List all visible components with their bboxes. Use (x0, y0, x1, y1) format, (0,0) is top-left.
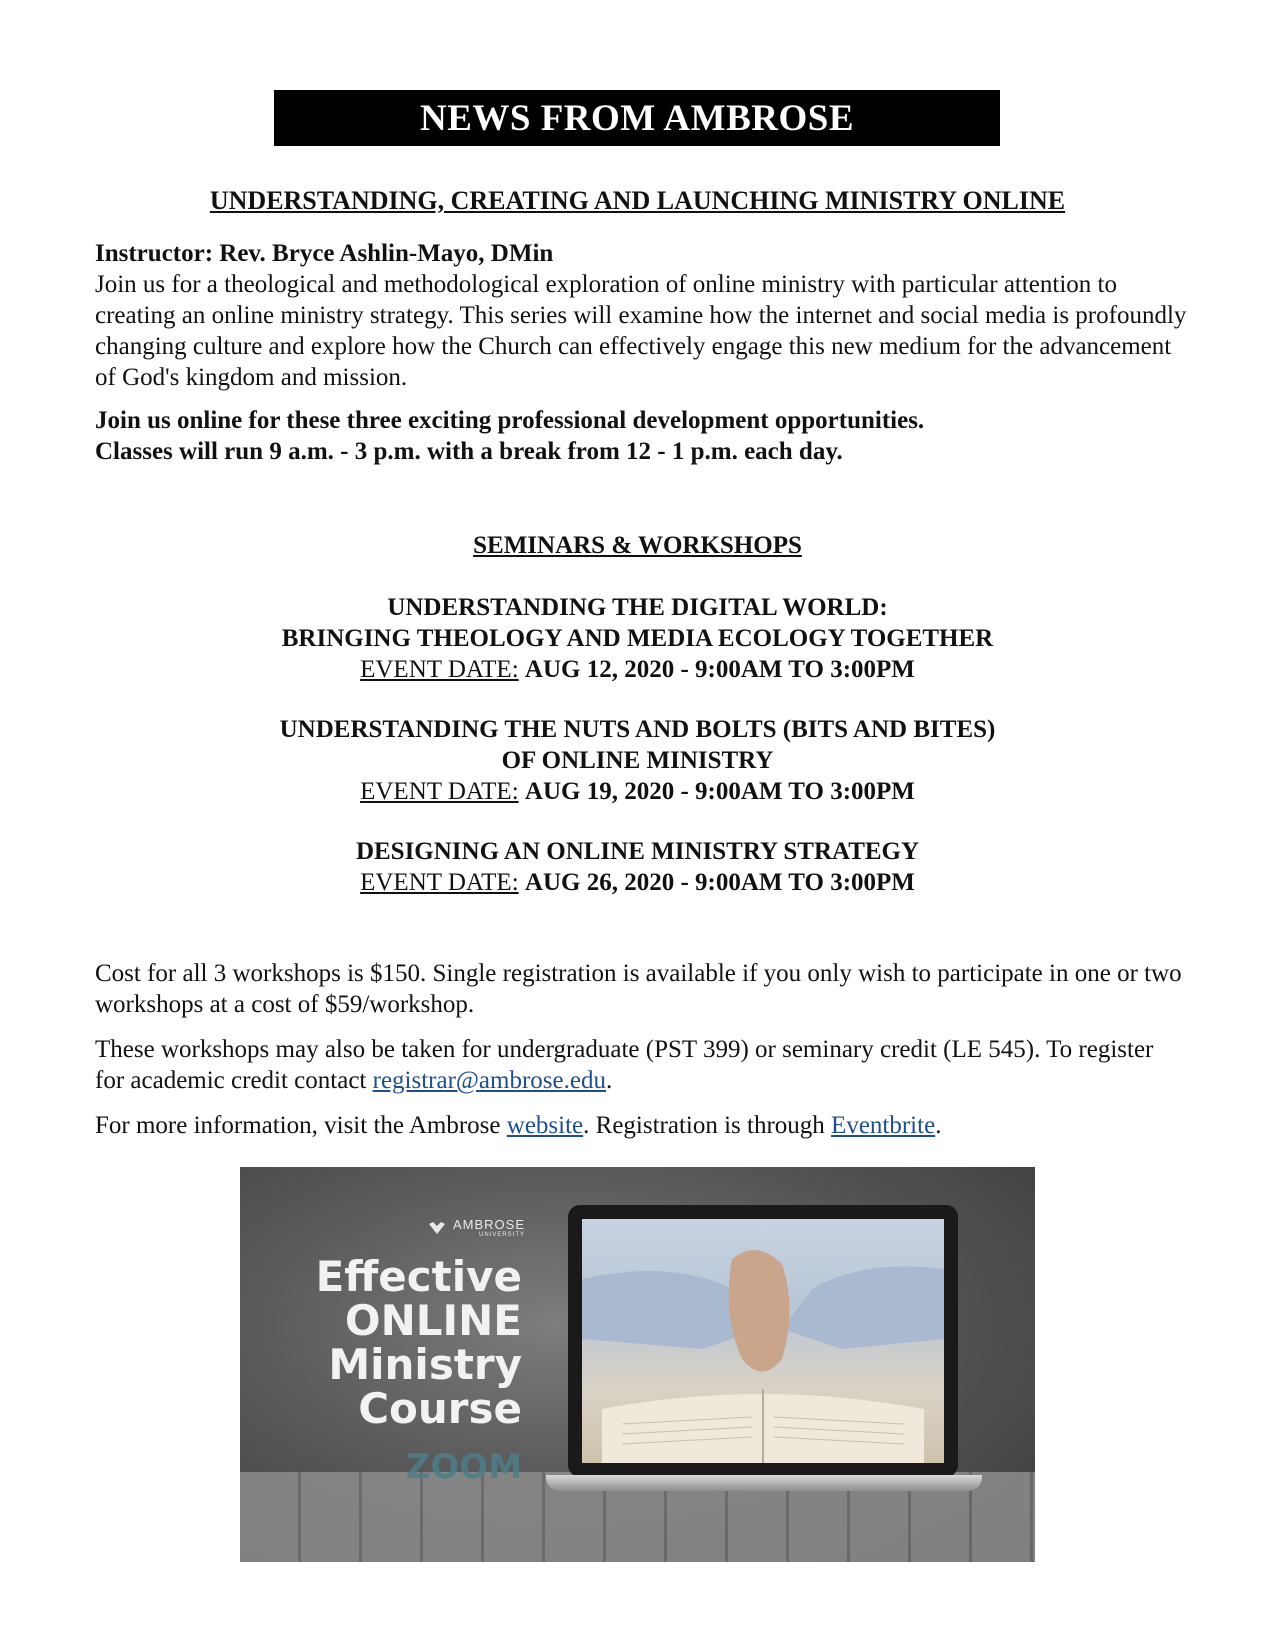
banner-title: NEWS FROM AMBROSE (274, 90, 1000, 146)
event-title: UNDERSTANDING THE DIGITAL WORLD: (387, 594, 888, 621)
info-paragraph (95, 1110, 1185, 1141)
promo-headline (282, 1252, 522, 1433)
ambrose-logo (427, 1217, 525, 1238)
intro-section (95, 238, 1190, 467)
cost-paragraph: Cost for all 3 workshops is $150. Single registration is available if you only wish to participate in one or two workshops at a cost of $59/workshop. (95, 960, 1182, 1018)
intro-bold-line-2: Classes will run 9 a.m. - 3 p.m. with a break from 12 - 1 p.m. each day. (95, 438, 843, 465)
details-section (95, 958, 1185, 1155)
promo-line-4: Course (358, 1384, 522, 1433)
website-link[interactable]: website (506, 1112, 584, 1139)
event-date-label: EVENT DATE: (360, 656, 519, 683)
promo-image (240, 1167, 1035, 1562)
event-item (0, 714, 1275, 807)
laptop-photo (582, 1219, 944, 1463)
brand-name: AMBROSE (453, 1217, 526, 1232)
event-item (0, 592, 1275, 685)
info-mid: . Registration is through (583, 1112, 825, 1139)
credit-paragraph (95, 1034, 1185, 1096)
section-heading: SEMINARS & WORKSHOPS (473, 532, 802, 559)
credit-end: . (605, 1067, 613, 1094)
event-date-line (0, 776, 1275, 807)
info-text: For more information, visit the Ambrose (95, 1112, 501, 1139)
promo-zoom: ZOOM (405, 1447, 522, 1487)
laptop-screen (568, 1205, 958, 1477)
event-date-value: AUG 19, 2020 - 9:00AM TO 3:00PM (524, 778, 915, 805)
event-title: OF ONLINE MINISTRY (501, 747, 774, 774)
event-date-line (0, 867, 1275, 898)
event-item (0, 836, 1275, 898)
events-list (0, 592, 1275, 927)
course-title: UNDERSTANDING, CREATING AND LAUNCHING MINISTRY ONLINE (209, 186, 1066, 215)
event-date-value: AUG 12, 2020 - 9:00AM TO 3:00PM (524, 656, 915, 683)
intro-paragraph: Join us for a theological and methodological exploration of online ministry with particular attention to creating an online ministry strategy. This series will examine how the internet and social media is profoundly changing culture and explore how the Church can effectively engage this new medium for the advancement of God's kingdom and mission. (95, 271, 1187, 391)
promo-line-3: Ministry (328, 1340, 522, 1389)
laptop-base (546, 1475, 982, 1491)
eventbrite-link[interactable]: Eventbrite (831, 1112, 936, 1139)
registrar-email-link[interactable]: registrar@ambrose.edu (372, 1067, 606, 1094)
credit-text: These workshops may also be taken for undergraduate (PST 399) or seminary credit (LE 545). To register for academic credit contact (95, 1036, 1154, 1094)
promo-line-1: Effective (315, 1252, 522, 1301)
promo-line-2: ONLINE (344, 1296, 522, 1345)
event-title: UNDERSTANDING THE NUTS AND BOLTS (BITS AND BITES) (279, 716, 996, 743)
intro-bold-note (95, 405, 1190, 467)
event-title: DESIGNING AN ONLINE MINISTRY STRATEGY (355, 838, 920, 865)
event-date-line (0, 654, 1275, 685)
event-title: BRINGING THEOLOGY AND MEDIA ECOLOGY TOGETHER (281, 625, 994, 652)
praying-hands-on-bible-icon (582, 1219, 944, 1463)
event-date-label: EVENT DATE: (360, 778, 519, 805)
brand-sub: UNIVERSITY (479, 1232, 526, 1238)
event-date-value: AUG 26, 2020 - 9:00AM TO 3:00PM (524, 869, 915, 896)
event-date-label: EVENT DATE: (360, 869, 519, 896)
ambrose-crest-icon (427, 1220, 447, 1236)
instructor-line: Instructor: Rev. Bryce Ashlin-Mayo, DMin (95, 240, 554, 267)
intro-bold-line-1: Join us online for these three exciting professional development opportunities. (95, 407, 925, 434)
info-end: . (935, 1112, 942, 1139)
